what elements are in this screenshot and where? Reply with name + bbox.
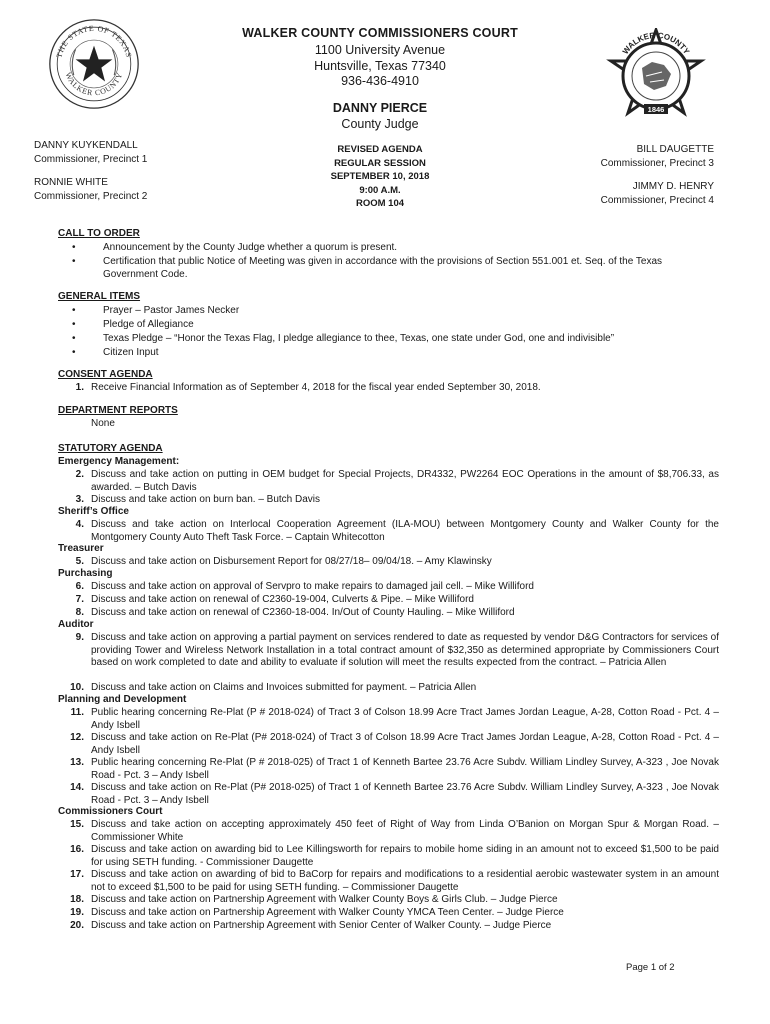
judge-title: County Judge xyxy=(341,117,419,131)
agenda-type: REVISED AGENDA xyxy=(337,144,423,155)
group-purchasing: Purchasing xyxy=(58,568,113,579)
item-number: 9. xyxy=(75,632,84,643)
group-planning-development: Planning and Development xyxy=(58,694,187,705)
agenda-item: Discuss and take action on Interlocal Cooperation Agreement (ILA-MOU) between Montgomery County and Walker County for the Montgomery County Auto Theft Task Force. – Captain Whitecotton xyxy=(91,519,719,543)
list-item: Citizen Input xyxy=(103,347,159,358)
item-number: 5. xyxy=(75,556,84,567)
item-number: 7. xyxy=(75,594,84,605)
meeting-date: SEPTEMBER 10, 2018 xyxy=(330,171,430,182)
commissioner-precinct-1: DANNY KUYKENDALL Commissioner, Precinct 1 xyxy=(34,140,148,165)
item-number: 18. xyxy=(70,894,84,905)
call-to-order-heading: CALL TO ORDER xyxy=(58,228,140,239)
seal-top-text: THE STATE OF TEXAS xyxy=(54,23,134,59)
agenda-item: Discuss and take action on renewal of C2360-19-004, Culverts & Pipe. – Mike Williford xyxy=(91,594,474,605)
commissioner-precinct-4: JIMMY D. HENRY Commissioner, Precinct 4 xyxy=(600,181,714,206)
agenda-item: Discuss and take action on awarding of bid to BaCorp for repairs and modifications to a residential aerobic wastewater system in an amount not to exceed $1,500 to be paid for using SETH funding. – Commissioner Daugette xyxy=(91,869,719,893)
agenda-item: Discuss and take action on putting in OEM budget for Special Projects, DR4332, PW2264 EOC Operations in the amount of $8,706.33, as awarded. – Butch Davis xyxy=(91,469,719,493)
agenda-item: Discuss and take action on awarding bid to Lee Killingsworth for repairs to mobile home siding in an amount not to exceed $1,500 to be paid for using SETH funding. - Commissioner Daugette xyxy=(91,844,719,868)
department-reports-heading: DEPARTMENT REPORTS xyxy=(58,405,178,416)
group-treasurer: Treasurer xyxy=(58,543,104,554)
item-number: 17. xyxy=(70,869,84,880)
agenda-item: Discuss and take action on approval of Servpro to make repairs to damaged jail cell. – Mike Williford xyxy=(91,581,534,592)
agenda-item: Discuss and take action on Claims and Invoices submitted for payment. – Patricia Allen xyxy=(91,682,477,693)
texas-state-seal xyxy=(48,18,140,110)
item-number: 14. xyxy=(70,782,84,793)
svg-text:WALKER COUNTY xyxy=(64,71,125,97)
session-type: REGULAR SESSION xyxy=(334,157,426,169)
agenda-item: Discuss and take action on approving a partial payment on services rendered to date as requested by vendor D&G Contractors for services of providing Tower and Wireless Network Installation in a total contract amount of $32,350 as determined appropriate by Commissioners Court based on work completed to date and ability to evaluate if solution will meet the results expected from the contract. – Patricia Allen xyxy=(91,632,719,668)
item-number: 3. xyxy=(75,494,84,505)
bullet-icon: • xyxy=(72,305,76,316)
address-line1: 1100 University Avenue xyxy=(314,43,446,57)
walker-county-seal xyxy=(606,28,706,124)
agenda-item: Receive Financial Information as of September 4, 2018 for the fiscal year ended September 30, 2018. xyxy=(91,382,541,393)
group-sheriffs-office: Sheriff’s Office xyxy=(58,506,129,517)
seal-year: 1846 xyxy=(647,105,665,114)
meeting-room: ROOM 104 xyxy=(355,198,405,209)
court-name: WALKER COUNTY COMMISSIONERS COURT xyxy=(242,26,518,40)
item-number: 19. xyxy=(70,907,84,918)
agenda-item: Discuss and take action on accepting approximately 450 feet of Right of Way from Linda O’Banion on Morgan Spur & Morgan Road. – Commissioner White xyxy=(91,819,719,843)
list-item: Prayer – Pastor James Necker xyxy=(103,305,240,316)
list-item: Certification that public Notice of Meeting was given in accordance with the provisions of Section 551.001 et. Seq. of the Texas Government Code. xyxy=(103,256,663,280)
agenda-item: Discuss and take action on Partnership Agreement with Walker County YMCA Teen Center. – Judge Pierce xyxy=(91,907,564,918)
item-number: 20. xyxy=(70,920,84,931)
bullet-icon: • xyxy=(72,319,76,330)
consent-agenda-heading: CONSENT AGENDA xyxy=(58,369,153,380)
bullet-icon: • xyxy=(72,333,76,344)
agenda-meta xyxy=(280,143,480,211)
agenda-item: Discuss and take action on renewal of C2360-18-004. In/Out of County Hauling. – Mike Williford xyxy=(91,607,515,618)
item-number: 16. xyxy=(70,844,84,855)
commissioner-precinct-3: BILL DAUGETTE Commissioner, Precinct 3 xyxy=(600,144,714,169)
group-auditor: Auditor xyxy=(58,619,94,630)
commissioner-precinct-2: RONNIE WHITE Commissioner, Precinct 2 xyxy=(34,177,148,202)
agenda-item: Public hearing concerning Re-Plat (P # 2018-025) of Tract 1 of Kenneth Bartee 23.76 Acre Subdv. William Lindley Survey, A-323 , Joe Novak Road - Pct. 3 – Andy Isbell xyxy=(91,757,719,781)
list-item: Texas Pledge – “Honor the Texas Flag, I pledge allegiance to thee, Texas, one state under God, one and indivisible” xyxy=(103,333,615,344)
item-number: 11. xyxy=(70,707,84,718)
general-items-heading: GENERAL ITEMS xyxy=(58,291,141,302)
agenda-item: Discuss and take action on burn ban. – Butch Davis xyxy=(91,494,321,505)
item-number: 12. xyxy=(70,732,84,743)
agenda-item: Public hearing concerning Re-Plat (P # 2018-024) of Tract 3 of Colson 18.99 Acre Tract James Jordan League, A-28, Cotton Road - Pct. 4 – Andy Isbell xyxy=(91,707,719,731)
item-number: 2. xyxy=(75,469,84,480)
judge-name: DANNY PIERCE xyxy=(332,101,428,115)
page-number: Page 1 of 2 xyxy=(626,962,675,973)
meeting-time: 9:00 A.M. xyxy=(359,184,401,196)
item-number: 13. xyxy=(70,757,84,768)
item-number: 10. xyxy=(70,682,84,693)
item-number: 15. xyxy=(70,819,84,830)
agenda-item: Discuss and take action on Disbursement Report for 08/27/18– 09/04/18. – Amy Klawinsky xyxy=(91,556,492,567)
list-item: Pledge of Allegiance xyxy=(103,319,194,330)
statutory-agenda-heading: STATUTORY AGENDA xyxy=(58,443,163,454)
group-commissioners-court: Commissioners Court xyxy=(58,806,163,817)
group-emergency-management: Emergency Management: xyxy=(58,456,180,467)
department-reports-none: None xyxy=(91,418,115,429)
agenda-item: Discuss and take action on Re-Plat (P# 2018-025) of Tract 1 of Kenneth Bartee 23.76 Acre Subdv. William Lindley Survey, A-323 , Joe Novak Road - Pct. 3 – Andy Isbell xyxy=(91,782,719,806)
address-line2: Huntsville, Texas 77340 xyxy=(314,59,446,73)
seal-bottom-text: WALKER COUNTY xyxy=(63,70,125,98)
bullet-icon: • xyxy=(72,347,76,358)
item-number: 1. xyxy=(75,382,84,393)
bullet-icon: • xyxy=(72,256,76,267)
list-item: Announcement by the County Judge whether a quorum is present. xyxy=(103,242,398,253)
item-number: 6. xyxy=(75,581,84,592)
star-icon xyxy=(76,46,113,82)
item-number: 8. xyxy=(75,607,84,618)
bullet-icon: • xyxy=(72,242,76,253)
phone-number: 936-436-4910 xyxy=(341,74,419,88)
agenda-item: Discuss and take action on Re-Plat (P# 2018-024) of Tract 3 of Colson 18.99 Acre Tract James Jordan League, A-28, Cotton Road - Pct. 4 – Andy Isbell xyxy=(91,732,719,756)
agenda-item: Discuss and take action on Partnership Agreement with Walker County Boys & Girls Club. – Judge Pierce xyxy=(91,894,558,905)
item-number: 4. xyxy=(75,519,84,530)
right-seal-text: WALKER COUNTY xyxy=(620,30,692,56)
agenda-item: Discuss and take action on Partnership Agreement with Senior Center of Walker County. – Judge Pierce xyxy=(91,920,552,931)
